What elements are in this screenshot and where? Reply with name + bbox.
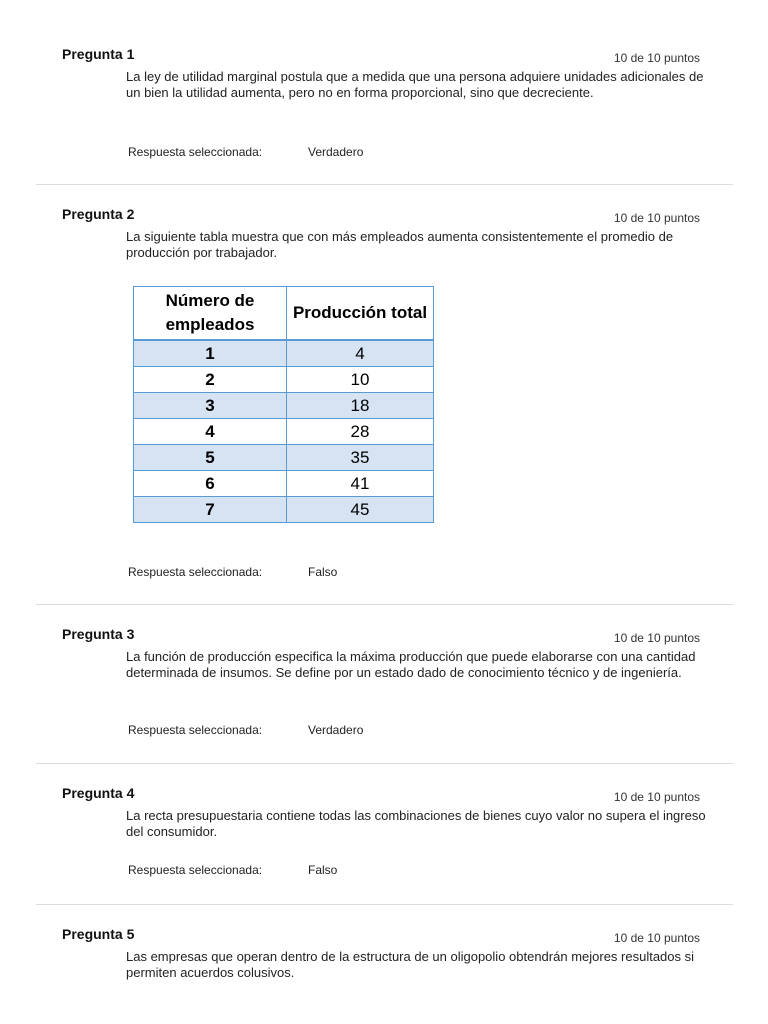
table-row	[134, 419, 434, 445]
table-row	[134, 497, 434, 523]
question-text: Las empresas que operan dentro de la estructura de un oligopolio obtendrán mejores resultados si permiten acuerdos colusivos.	[126, 949, 695, 980]
question-text: La ley de utilidad marginal postula que a medida que una persona adquiere unidades adicionales de un bien la utilidad aumenta, pero no en forma proporcional, sino que decreciente.	[126, 69, 704, 100]
cell-empleados: 6	[134, 471, 287, 497]
question-points: 10 de 10 puntos	[613, 931, 700, 945]
answer-label: Respuesta seleccionada:	[128, 723, 263, 737]
question-points: 10 de 10 puntos	[613, 631, 700, 645]
question-title: Pregunta 1	[62, 46, 135, 62]
question-points: 10 de 10 puntos	[613, 51, 700, 65]
table-header-empleados: Número de empleados	[134, 287, 287, 341]
cell-produccion: 10	[287, 367, 434, 393]
answer-label: Respuesta seleccionada:	[128, 565, 263, 579]
selected-answer	[128, 565, 337, 579]
cell-empleados: 3	[134, 393, 287, 419]
divider	[36, 763, 733, 764]
divider	[36, 904, 733, 905]
answer-label: Respuesta seleccionada:	[128, 145, 263, 159]
cell-empleados: 7	[134, 497, 287, 523]
divider	[36, 604, 733, 605]
selected-answer	[128, 723, 363, 737]
table-row	[134, 340, 434, 367]
answer-value: Falso	[308, 565, 338, 579]
answer-value: Falso	[308, 863, 338, 877]
cell-empleados: 2	[134, 367, 287, 393]
question-text: La recta presupuestaria contiene todas las combinaciones de bienes cuyo valor no supera el ingreso del consumidor.	[126, 808, 706, 839]
question-title: Pregunta 5	[62, 926, 135, 942]
cell-produccion: 18	[287, 393, 434, 419]
table-header-produccion: Producción total	[287, 287, 434, 341]
cell-produccion: 41	[287, 471, 434, 497]
cell-empleados: 5	[134, 445, 287, 471]
question-title: Pregunta 4	[62, 785, 135, 801]
cell-produccion: 45	[287, 497, 434, 523]
answer-value: Verdadero	[308, 145, 364, 159]
cell-produccion: 35	[287, 445, 434, 471]
production-table	[133, 286, 434, 523]
cell-produccion: 4	[287, 340, 434, 367]
table-row	[134, 471, 434, 497]
question-title: Pregunta 2	[62, 206, 135, 222]
table-row	[134, 445, 434, 471]
question-title: Pregunta 3	[62, 626, 135, 642]
question-points: 10 de 10 puntos	[613, 790, 700, 804]
cell-produccion: 28	[287, 419, 434, 445]
cell-empleados: 4	[134, 419, 287, 445]
selected-answer	[128, 863, 337, 877]
question-text: La siguiente tabla muestra que con más empleados aumenta consistentemente el promedio de producción por trabajador.	[126, 229, 674, 260]
table-row	[134, 367, 434, 393]
question-text: La función de producción especifica la máxima producción que puede elaborarse con una cantidad determinada de insumos. Se define por un estado dado de conocimiento técnico y de ingeniería.	[126, 649, 696, 680]
cell-empleados: 1	[134, 340, 287, 367]
selected-answer	[128, 145, 363, 159]
answer-value: Verdadero	[308, 723, 364, 737]
question-points: 10 de 10 puntos	[613, 211, 700, 225]
divider	[36, 184, 733, 185]
table-row	[134, 393, 434, 419]
answer-label: Respuesta seleccionada:	[128, 863, 263, 877]
